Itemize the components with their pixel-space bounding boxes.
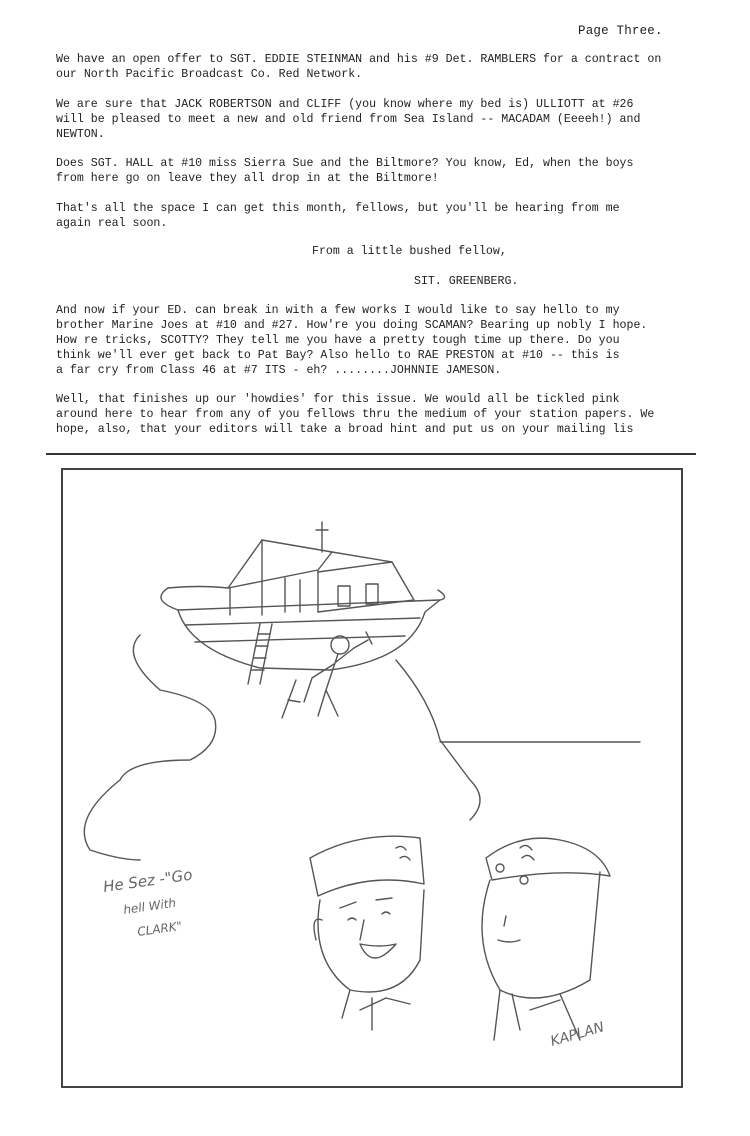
artist-signature: KAPLAN: [548, 1019, 607, 1050]
text-line: And now if your ED. can break in with a few works I would like to say hello to my: [56, 304, 620, 317]
text-line: We have an open offer to SGT. EDDIE STEINMAN and his #9 Det. RAMBLERS for a contract on: [56, 53, 662, 66]
text-line: Does SGT. HALL at #10 miss Sierra Sue and the Biltmore? You know, Ed, when the boys: [56, 157, 634, 170]
soldier-laughing: [310, 836, 424, 1030]
text-line: hope, also, that your editors will take a broad hint and put us on your mailing lis: [56, 423, 634, 436]
text-line: again real soon.: [56, 217, 168, 230]
soldier-staring: [482, 838, 610, 1040]
text-line: think we'll ever get back to Pat Bay? Also hello to RAE PRESTON at #10 -- this is: [56, 349, 620, 362]
text-line: from here go on leave they all drop in at the Biltmore!: [56, 172, 439, 185]
cartoon-caption-line: He Sez -"Go: [102, 865, 194, 896]
text-line: our North Pacific Broadcast Co. Red Network.: [56, 68, 363, 81]
text-line: NEWTON.: [56, 128, 105, 141]
text-line: Well, that finishes up our 'howdies' for this issue. We would all be tickled pink: [56, 393, 620, 406]
cartoon-caption-line: hell With: [122, 895, 177, 917]
cartoon-caption-line: CLARK": [136, 918, 183, 939]
text-line: around here to hear from any of you fellows thru the medium of your station papers. We: [56, 408, 655, 421]
signoff-name: SIT. GREENBERG.: [414, 275, 519, 288]
page-number: Page Three.: [578, 24, 663, 38]
text-line: How re tricks, SCOTTY? They tell me you have a pretty tough time up there. Do you: [56, 334, 620, 347]
hill-outline: [84, 635, 215, 860]
text-line: That's all the space I can get this month, fellows, but you'll be hearing from me: [56, 202, 620, 215]
text-line: a far cry from Class 46 at #7 ITS - eh? ........JOHNNIE JAMESON.: [56, 364, 502, 377]
text-line: will be pleased to meet a new and old friend from Sea Island -- MACADAM (Eeeeh!) and: [56, 113, 641, 126]
text-line: We are sure that JACK ROBERTSON and CLIFF (you know where my bed is) ULLIOTT at #26: [56, 98, 634, 111]
ark-icon: [161, 522, 445, 718]
text-line: brother Marine Joes at #10 and #27. How're you doing SCAMAN? Bearing up nobly I hope.: [56, 319, 648, 332]
signoff-closing: From a little bushed fellow,: [312, 245, 507, 258]
